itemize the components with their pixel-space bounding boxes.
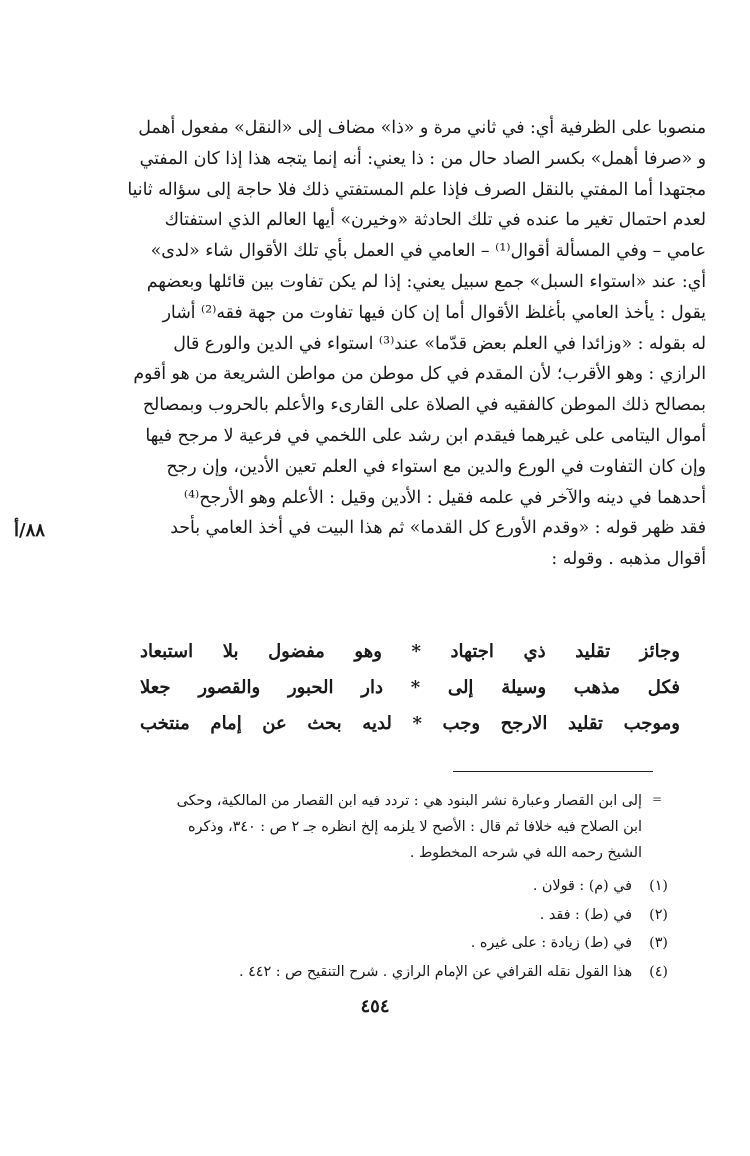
footnote-item bbox=[100, 901, 668, 930]
footnote-number: (٢) bbox=[649, 906, 668, 923]
manuscript-folio-note: ٨٨/أ bbox=[14, 520, 45, 541]
text-line: و «صرفا أهمل» بكسر الصاد حال من : ذا يعني: أنه إنما يتجه هذا إذا كان المفتي bbox=[139, 148, 706, 169]
footnote-text: في (م) : قولان . bbox=[532, 878, 632, 894]
poem-verse: فكل مذهب وسيلة إلى * دار الحبور والقصور جعلا bbox=[140, 677, 680, 698]
text-line: لعدم احتمال تغير ما عنده في تلك الحادثة «وخيرن» أيها العالم الذي استفتاك bbox=[164, 210, 706, 231]
footnote-item bbox=[100, 929, 668, 958]
footnote-item bbox=[100, 872, 668, 901]
text-line: الرازي : وهو الأقرب؛ لأن المقدم في كل موطن من مواطن الشريعة من هو أقوم bbox=[133, 364, 706, 385]
footnote-separator bbox=[453, 771, 653, 772]
text-line: وإن كان التفاوت في الورع والدين مع استواء في العلم تعين الأدين، وإن رجح bbox=[166, 456, 706, 477]
text-line: عامي – وفي المسألة أقوال⁽¹⁾ – العامي في العمل بأي تلك الأقوال شاء «لدى» bbox=[150, 241, 706, 262]
poem-verses bbox=[140, 634, 680, 742]
footnote-line: ابن الصلاح فيه خلافا ثم قال : الأصح لا يلزمه إلخ انظره جـ ٢ ص : ٣٤٠، وذكره bbox=[188, 819, 642, 835]
text-line: يقول : يأخذ العامي بأغلظ الأقوال أما إن كان فيها تفاوت من جهة فقه⁽²⁾ أشار bbox=[162, 302, 706, 323]
text-line: فقد ظهر قوله : «وقدم الأورع كل القدما» ثم هذا البيت في أخذ العامي بأحد bbox=[170, 518, 706, 539]
footnote-number: (٤) bbox=[649, 963, 668, 980]
footnote-list bbox=[100, 872, 668, 986]
text-line: أموال اليتامى على غيرهما فيقدم ابن رشد على اللخمي في فرعية لا مرجح فيها bbox=[145, 425, 706, 446]
text-line: أحدهما في دينه والآخر في علمه فقيل : الأدين وقيل : الأعلم وهو الأرجح⁽⁴⁾ bbox=[183, 487, 706, 508]
footnote-continuation-marker: = bbox=[652, 792, 663, 806]
page-number: ٤٥٤ bbox=[360, 996, 390, 1017]
text-line: أقوال مذهبه . وقوله : bbox=[551, 549, 706, 570]
footnote-continued bbox=[100, 788, 642, 866]
footnote-number: (١) bbox=[649, 878, 668, 894]
footnote-text: في (ط) : فقد . bbox=[539, 906, 632, 923]
poem-verse: وموجب تقليد الارجح وجب * لديه بحث عن إمام منتخب bbox=[140, 713, 680, 734]
main-text bbox=[95, 113, 706, 575]
poem-verse: وجائز تقليد ذي اجتهاد * وهو مفضول بلا استبعاد bbox=[140, 641, 680, 662]
text-line: أي: عند «استواء السبل» جمع سبيل يعني: إذا لم يكن تفاوت بين قائلها وبعضهم bbox=[146, 271, 706, 292]
footnote-text: في (ط) زيادة : على غيره . bbox=[470, 935, 632, 951]
text-line: له بقوله : «وزائدا في العلم بعض قدّما» عند⁽³⁾ استواء في الدين والورع قال bbox=[173, 333, 706, 354]
footnote-item bbox=[100, 958, 668, 987]
footnote-line: إلى ابن القصار وعبارة نشر البنود هي : تردد فيه ابن القصار من المالكية، وحكى bbox=[176, 793, 642, 809]
text-line: بمصالح ذلك الموطن كالفقيه في الصلاة على القارىء والأعلم بالحروب وبمصالح bbox=[142, 395, 706, 416]
text-line: مجتهدا أما المفتي بالنقل الصرف فإذا علم المستفتي ذلك فلا حاجة إلى سؤاله ثانيا bbox=[127, 179, 706, 200]
footnote-line: الشيخ رحمه الله في شرحه المخطوط . bbox=[409, 845, 642, 861]
footnote-number: (٣) bbox=[649, 935, 668, 951]
text-line: منصوبا على الظرفية أي: في ثاني مرة و «ذا» مضاف إلى «النقل» مفعول أهمل bbox=[138, 118, 706, 138]
footnote-text: هذا القول نقله القرافي عن الإمام الرازي . شرح التنقيح ص : ٤٤٢ . bbox=[239, 963, 632, 980]
